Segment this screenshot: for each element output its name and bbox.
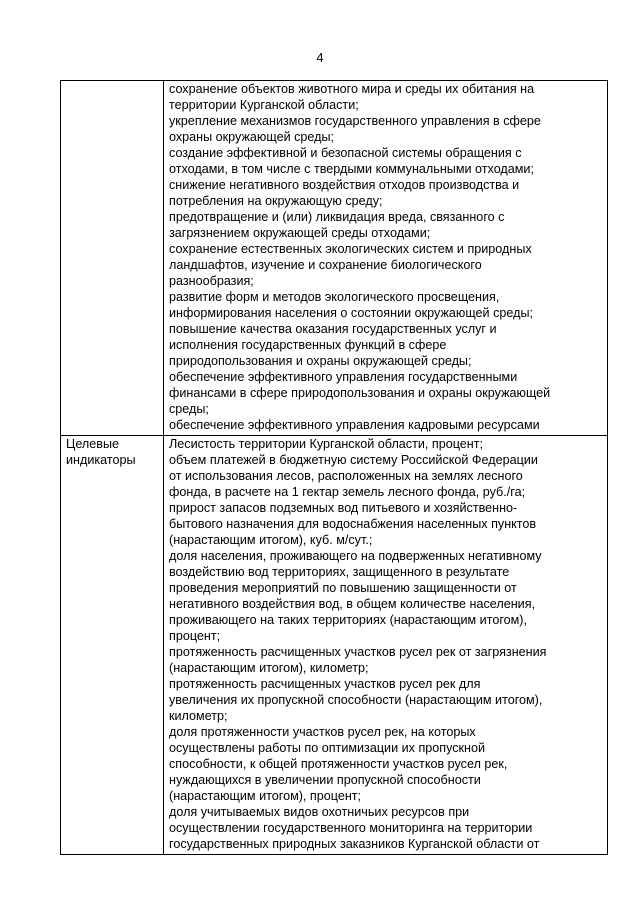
- text-line: Лесистость территории Курганской области, процент;: [169, 437, 484, 451]
- text-line: загрязнением окружающей среды отходами;: [169, 226, 431, 240]
- text-line: создание эффективной и безопасной системы обращения с: [169, 146, 522, 160]
- label-line: Целевые: [66, 437, 120, 451]
- text-line: воздействию вод территориях, защищенного в результате: [169, 565, 510, 579]
- page-number: 4: [316, 50, 324, 65]
- text-line: (нарастающим итогом), процент;: [169, 789, 362, 803]
- text-line: нуждающихся в увеличении пропускной способности: [169, 773, 481, 787]
- text-line: государственных природных заказников Курганской области от: [169, 837, 540, 851]
- text-line: охраны окружающей среды;: [169, 130, 335, 144]
- text-line: повышение качества оказания государственных услуг и: [169, 322, 497, 336]
- text-line: протяженность расчищенных участков русел рек для: [169, 677, 481, 691]
- row-value-cell: [164, 436, 608, 855]
- row-value-text: [169, 436, 603, 854]
- text-line: протяженность расчищенных участков русел рек от загрязнения: [169, 645, 547, 659]
- text-line: (нарастающим итогом), куб. м/сут.;: [169, 533, 373, 547]
- table-row: [61, 436, 608, 855]
- row-value-cell: [164, 81, 608, 436]
- text-line: укрепление механизмов государственного управления в сфере: [169, 114, 541, 128]
- text-line: проживающего на таких территориях (нарастающим итогом),: [169, 613, 527, 627]
- text-line: природопользования и охраны окружающей среды;: [169, 354, 472, 368]
- text-line: территории Курганской области;: [169, 98, 359, 112]
- text-line: прирост запасов подземных вод питьевого и хозяйственно-: [169, 501, 518, 515]
- text-line: развитие форм и методов экологического просвещения,: [169, 290, 500, 304]
- text-line: (нарастающим итогом), километр;: [169, 661, 369, 675]
- text-line: ландшафтов, изучение и сохранение биологического: [169, 258, 482, 272]
- text-line: увеличения их пропускной способности (нарастающим итогом),: [169, 693, 543, 707]
- text-line: разнообразия;: [169, 274, 254, 288]
- text-line: предотвращение и (или) ликвидация вреда, связанного с: [169, 210, 505, 224]
- text-line: обеспечение эффективного управления государственными: [169, 370, 518, 384]
- row-value-text: [169, 81, 603, 435]
- text-line: сохранение естественных экологических систем и природных: [169, 242, 532, 256]
- text-line: среды;: [169, 402, 209, 416]
- text-line: километр;: [169, 709, 228, 723]
- text-line: процент;: [169, 629, 221, 643]
- text-line: от использования лесов, расположенных на землях лесного: [169, 469, 523, 483]
- row-label-cell: [61, 81, 164, 436]
- row-label-cell: [61, 436, 164, 855]
- text-line: бытового назначения для водоснабжения населенных пунктов: [169, 517, 537, 531]
- text-line: потребления на окружающую среду;: [169, 194, 383, 208]
- text-line: негативного воздействия вод, в общем количестве населения,: [169, 597, 536, 611]
- program-passport-table: [60, 80, 608, 855]
- text-line: сохранение объектов животного мира и среды их обитания на: [169, 82, 535, 96]
- text-line: объем платежей в бюджетную систему Российской Федерации: [169, 453, 538, 467]
- text-line: доля населения, проживающего на подверженных негативному: [169, 549, 542, 563]
- text-line: способности, к общей протяженности участков русел рек,: [169, 757, 508, 771]
- table-row: [61, 81, 608, 436]
- text-line: доля протяженности участков русел рек, на которых: [169, 725, 476, 739]
- text-line: осуществлены работы по оптимизации их пропускной: [169, 741, 486, 755]
- text-line: снижение негативного воздействия отходов производства и: [169, 178, 520, 192]
- text-line: отходами, в том числе с твердыми коммунальными отходами;: [169, 162, 534, 176]
- text-line: информирования населения о состоянии окружающей среды;: [169, 306, 534, 320]
- text-line: проведения мероприятий по повышению защищенности от: [169, 581, 517, 595]
- text-line: обеспечение эффективного управления кадровыми ресурсами: [169, 418, 540, 432]
- text-line: финансами в сфере природопользования и охраны окружающей: [169, 386, 551, 400]
- text-line: исполнения государственных функций в сфере: [169, 338, 447, 352]
- label-line: индикаторы: [66, 453, 136, 467]
- text-line: доля учитываемых видов охотничьих ресурсов при: [169, 805, 470, 819]
- text-line: фонда, в расчете на 1 гектар земель лесного фонда, руб./га;: [169, 485, 526, 499]
- text-line: осуществлении государственного мониторинга на территории: [169, 821, 533, 835]
